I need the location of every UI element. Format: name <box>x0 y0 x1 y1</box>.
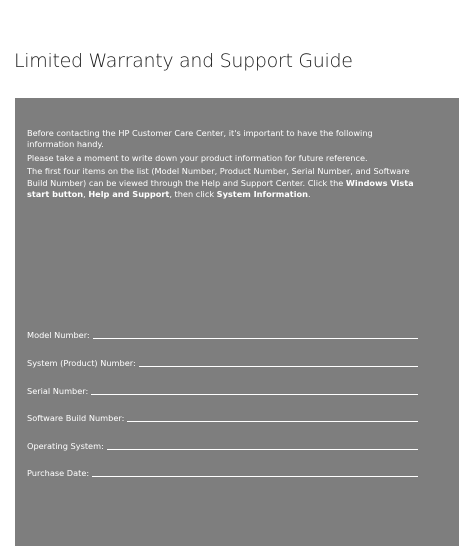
intro-text <box>27 128 422 202</box>
purchase-date-blank[interactable] <box>92 468 418 477</box>
system-product-number-field[interactable] <box>27 358 418 368</box>
intro-p3-suffix: . <box>307 189 311 200</box>
model-number-label: Model Number: <box>27 330 90 340</box>
serial-number-field[interactable] <box>27 386 418 396</box>
purchase-date-label: Purchase Date: <box>27 468 90 478</box>
serial-number-label: Serial Number: <box>27 386 89 396</box>
intro-paragraph-2: Please take a moment to write down your product information for future reference. <box>27 152 368 163</box>
model-number-blank[interactable] <box>93 330 418 339</box>
system-product-number-blank[interactable] <box>139 358 418 367</box>
intro-p3-prefix: The first four items on the list (Model Number, Product Number, Serial Number, and Software Build Number) can be viewed through the Help and Support Center. Click the <box>27 166 410 188</box>
software-build-number-blank[interactable] <box>127 413 418 422</box>
serial-number-blank[interactable] <box>91 386 418 395</box>
system-product-number-label: System (Product) Number: <box>27 358 136 368</box>
page-title: Limited Warranty and Support Guide <box>14 50 353 72</box>
operating-system-blank[interactable] <box>107 441 418 450</box>
software-build-number-field[interactable] <box>27 413 418 423</box>
model-number-field[interactable] <box>27 330 418 340</box>
purchase-date-field[interactable] <box>27 468 418 478</box>
intro-paragraph-3 <box>27 166 422 200</box>
intro-p3-sep2: , then click <box>169 189 217 200</box>
intro-p3-start-button: Windows Vista start button <box>27 177 414 200</box>
intro-p3-sep1: , <box>83 189 89 200</box>
operating-system-field[interactable] <box>27 441 418 451</box>
operating-system-label: Operating System: <box>27 441 104 451</box>
intro-paragraph-1: Before contacting the HP Customer Care Center, it's important to have the following information handy. <box>27 128 373 150</box>
software-build-number-label: Software Build Number: <box>27 413 125 423</box>
intro-p3-help-support: Help and Support <box>88 189 170 200</box>
intro-p3-system-info: System Information <box>216 189 308 200</box>
